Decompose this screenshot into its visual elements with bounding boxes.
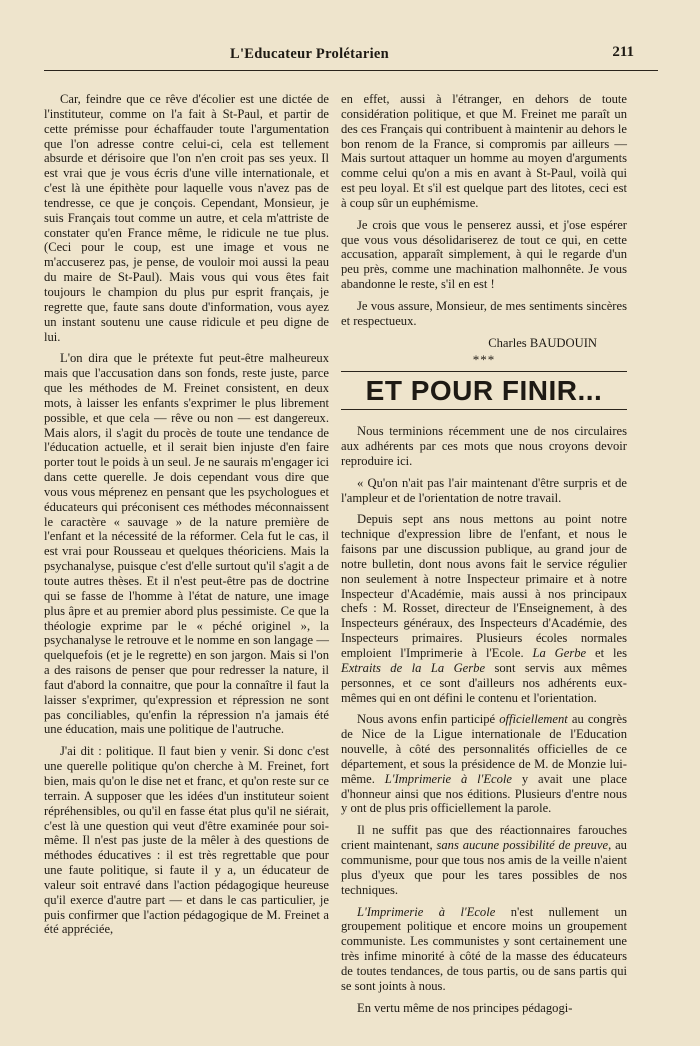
journal-title: L'Educateur Prolétarien [230,46,390,62]
divider [341,409,627,410]
text-run: n'est nullement un groupement politique et encore moins un groupement communiste. Les communistes y sont certainement une très infime minorité à côté de la masse des éducateurs de toutes tendances, de tous partis, ou de sans partis qui se sont joints à nous. [341,904,628,993]
paragraph [341,512,627,705]
text-run: y avait une place d'honneur ainsi que nos éditions. Plusieurs d'entre nous y ont de plus pris officiellement la parole. [341,771,627,816]
paragraph: Car, feindre que ce rêve d'écolier est une dictée de l'instituteur, comme on l'a fait à St-Paul, et partir de cette prémisse pour échaffauder toute l'argumentation que l'on adresse contre celui-ci, cela est tellement absurde et dérisoire que l'on n'en croit pas ses yeux. Il est vrai que je vous écris d'une ville internationale, et c'est là une épithète pour laquelle vous n'avez pas de tendresse, ce que je conçois. Cependant, Monsieur, je suis Français tout comme un autre, et cela m'attriste de constater qu'en France même, le ridicule ne tue plus. (Ceci pour le coup, est une image et vous ne m'accuserez pas, je pense, de vouloir moi aussi la peau du maire de St-Paul). Mais vous qui vous êtes fait toujours le champion du plus pur esprit français, je regrette que, faute sans doute d'information, vous ayez un instant soutenu une cause ridicule et peu digne de lui. [44,92,329,344]
italic-phrase: sans aucune possibilité de preuve [436,838,609,853]
paragraph: En vertu même de nos principes pédagogi- [357,1000,573,1015]
left-column [44,92,329,944]
paragraph: Je crois que vous le penserez aussi, et j'ose espérer que vous vous désolidariserez de tout ce qui, en cette accusation, apparaît simplement, à qui le regarde d'un peu près, comme une machination malhonnête. Je vous abandonne le reste, s'il en est ! [341,217,627,292]
italic-title: L'Imprimerie à l'Ecole [384,771,513,786]
paragraph [341,712,627,816]
paragraph: « Qu'on n'ait pas l'air maintenant d'être surpris et de l'ampleur et de l'orientation de notre travail. [341,475,627,505]
italic-title: L'Imprimerie à l'Ecole [357,904,496,919]
paragraph: Nous terminions récemment une de nos circulaires aux adhérents par ces mots que nous croyons devoir reproduire ici. [341,424,627,468]
paragraph [341,905,627,994]
page-header [44,40,658,71]
text-run: au congrès de Nice de la Ligue internationale de l'Education nouvelle, à côté des personnalités officielles de ce département, et sous la présidence de M. de Monzie lui-même. [341,712,627,786]
separator: *** [472,351,496,367]
page-number: 211 [612,44,634,60]
text-run: Il ne suffit pas que des réactionnaires farouches crient maintenant, [341,823,627,853]
text-run: Nous avons enfin participé [357,712,500,727]
italic-title: Extraits de la La Gerbe [341,660,486,675]
paragraph: Je vous assure, Monsieur, de mes sentiments sincères et respectueux. [341,298,627,328]
text-run: et les [586,646,627,660]
text-run: , au communisme, pour que tous nos amis de la veille n'aient plus d'yeux que pour les tares possibles de nos techniques. [341,838,627,897]
italic-title: La Gerbe [532,646,587,660]
right-column [341,92,627,1022]
signature: Charles BAUDOUIN [488,335,597,350]
section-title: ET POUR FINIR... [365,375,603,407]
text-run: sont servis aux mêmes personnes, et ce sont d'ailleurs nos adhérents eux-mêmes qui en ont défini le contenu et l'orientation. [341,660,627,705]
paragraph [341,823,627,897]
text-run: Depuis sept ans nous mettons au point notre technique d'expression libre de l'enfant, et nous le faisons par une discussion publique, au grand jour de notre bulletin, dont nous avons fait le service régulier non seulement à notre Inspecteur primaire et à notre Inspecteur d'Académie, mais aussi à nos principaux chefs : M. Rosset, directeur de l'Enseignement, à des Inspecteurs généraux, des Inspecteurs d'Académie, des Inspecteurs primaires. Plusieurs écoles normales emploient l'Imprimerie à l'Ecole. [341,512,627,660]
paragraph: L'on dira que le prétexte fut peut-être malheureux mais que l'accusation dans son fonds, reste juste, parce que les méthodes de M. Freinet consistent, en deux mots, à laisser les enfants s'exprimer le plus librement possible, et que cela — rêve ou non — est dangereux. Mais alors, il s'agit du procès de toute une tendance de l'éducation actuelle, et il serait bien injuste d'en faire porter tout le poids à un seul. Je ne saurais m'engager ici dans cette querelle. Je dois cependant vous dire que vous vous méprenez en pensant que les psychologues et éducateurs qui préconisent ces méthodes méconnaissent le caractère « sauvage » de la nature première de l'enfant et la nécessité de la réformer. Cela fut le cas, il est vrai pour Rousseau et quelques théoriciens. Mais la psychanalyse, puisque c'est d'elle surtout qu'il s'agit a de toute autres thèses. Et il n'est peut-être pas de doctrine qui se fasse de l'homme à l'état de nature, une image plus âpre et au premier abord plus pessimiste. Ce que la théologie exprime par le « péché originel », la psychanalyse le retrouve et le nomme en son langage — quelquefois (et je le regrette) en son jargon. Mais si l'on a des raisons de penser que pour redresser la nature, il faut d'abord la connaitre, que pour la connaître il faut la laisser s'exprimer, qu'expression et répression ne sont pas conciliables, qu'enfin la répression n'a jamais été une éducation, mais une politique de l'autruche. [44,351,329,737]
divider [341,371,627,372]
paragraph: en effet, aussi à l'étranger, en dehors de toute considération politique, et que M. Freinet me paraît un des ces Français qui contribuent à maintenir au dehors le bon renom de la France, si compromis par ailleurs — Mais surtout attaquer un homme au moyen d'arguments comme celui qu'on a mis en avant à St-Paul, voilà qui est peu loyal. Et s'il est quelque part des litotes, ceci est à coup sûr un euphémisme. [341,92,627,210]
italic-word: officiellement [499,712,568,727]
paragraph: J'ai dit : politique. Il faut bien y venir. Si donc c'est une querelle politique qu'on cherche à M. Freinet, fort bien, mais qu'on le dise net et franc, et qu'on reste sur ce terrain. A supposer que les idées d'un instituteur soient répréhensibles, ou qu'il en fasse état plus qu'il ne siérait, c'est là une question qui veut d'être examinée pour soi-même. Il n'est pas juste de la mêler à des questions de méthodes éducatives : il est très regrettable que pour une faute politique, si faute il y a, un éducateur de valeur soit entravé dans l'action pédagogique heureuse qu'il exerce d'autre part — et dans le cas particulier, je puis confirmer que l'action pédagogique de M. Freinet a été appréciée, [44,744,329,937]
